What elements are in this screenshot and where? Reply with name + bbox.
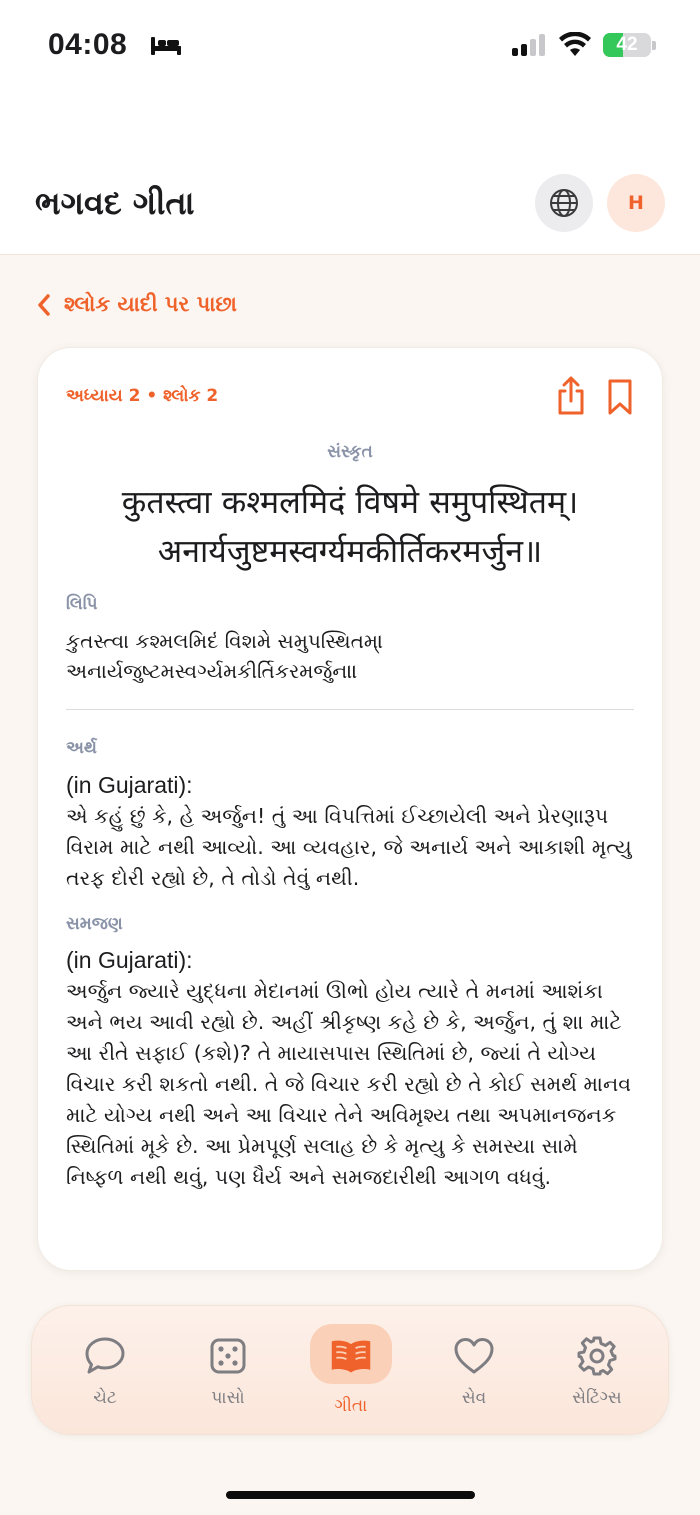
meaning-text bbox=[66, 770, 640, 894]
battery-percent: 42 bbox=[616, 34, 638, 55]
avatar[interactable]: H bbox=[607, 174, 665, 232]
sleep-bed-icon bbox=[150, 34, 182, 56]
understanding-body: અર્જુન જ્યારે યુદ્ધના મેદાનમાં ઊભો હોય ત્યારે તે મનમાં આશંકા અને ભય આવી રહ્યો છે. અહીં શ્રીકૃષ્ણ કહે છે કે, અર્જુન, તું શા માટે આ રીતે સફાઈ (કશે)? તે માયાસપાસ સ્થિતિમાં છે, જ્યાં તે યોગ્ય વિચાર કરી શકતો નથી. તે જે વિચાર કરી રહ્યો છે તે કોઈ સમર્થ માનવ માટે યોગ્ય નથી અને આ વિચાર તેને અવિમૃશ્ય તથા અપમાનજનક સ્થિતિમાં મૂકે છે. આ પ્રેમપૂર્ણ સલાહ છે કે મૃત્યુ કે સમસ્યા સામે નિષ્ફળ નથી થવું, પણ ધૈર્ય અને સમજદારીથી આગળ વધવું. bbox=[66, 979, 632, 1189]
back-to-verse-list-link[interactable] bbox=[36, 292, 237, 317]
gear-icon bbox=[576, 1335, 618, 1377]
language-button[interactable] bbox=[535, 174, 593, 232]
chevron-left-icon bbox=[36, 293, 52, 317]
book-icon bbox=[329, 1334, 373, 1378]
share-icon[interactable] bbox=[554, 376, 588, 416]
tab-label: પાસો bbox=[211, 1388, 245, 1408]
tab-label: સેવ bbox=[461, 1388, 487, 1408]
battery-icon bbox=[603, 33, 651, 57]
cellular-signal-icon bbox=[512, 34, 545, 56]
sanskrit-label: સંસ્કૃત bbox=[327, 442, 373, 462]
tab-dice[interactable] bbox=[173, 1306, 283, 1436]
tab-gita[interactable] bbox=[296, 1306, 406, 1436]
tab-label: સેટિંગ્સ bbox=[572, 1388, 622, 1408]
bottom-tab-bar bbox=[31, 1305, 669, 1435]
verse-card bbox=[37, 347, 663, 1271]
understanding-language-tag: (in Gujarati): bbox=[66, 947, 193, 973]
bookmark-icon[interactable] bbox=[606, 378, 634, 416]
understanding-text bbox=[66, 945, 640, 1193]
tab-label: ગીતા bbox=[334, 1396, 368, 1416]
dice-icon bbox=[208, 1336, 248, 1376]
transliteration-line: કુતસ્ત્વા કશ્મલમિદં વિશમે સમુપસ્થિતમ્। bbox=[66, 629, 384, 653]
status-bar bbox=[0, 0, 700, 96]
transliteration-label: લિપિ bbox=[66, 594, 98, 614]
meaning-label: અર્થ bbox=[66, 738, 97, 758]
chapter-verse-label: અધ્યાય 2 • શ્લોક 2 bbox=[66, 386, 219, 406]
transliteration-text bbox=[66, 626, 638, 686]
tab-label: ચેટ bbox=[93, 1388, 117, 1408]
tab-saved[interactable] bbox=[419, 1306, 529, 1436]
sanskrit-line: कुतस्त्वा कश्मलमिदं विषमे समुपस्थितम्। bbox=[121, 483, 579, 521]
status-time: 04:08 bbox=[48, 28, 128, 61]
chat-bubble-icon bbox=[83, 1334, 127, 1378]
transliteration-line: અનાર્યજુષ્ટમસ્વર્ગ્યમકીર્તિકરમર્જુન॥ bbox=[66, 659, 358, 683]
tab-settings[interactable] bbox=[542, 1306, 652, 1436]
wifi-icon bbox=[558, 32, 592, 58]
understanding-label: સમજણ bbox=[66, 914, 123, 934]
meaning-body: એ કહું છું કે, હે અર્જુન! તું આ વિપત્તિમાં ઈચ્છાયેલી અને પ્રેરણારૂપ વિરામ માટે નથી આવ્યો. આ વ્યવહાર, જે અનાર્ય અને આકાશી મૃત્યુ તરફ દોરી રહ્યો છે, તે તોડો તેવું નથી. bbox=[66, 804, 632, 890]
app-header bbox=[0, 96, 700, 255]
home-indicator[interactable] bbox=[226, 1491, 475, 1499]
back-link-label: શ્લોક યાદી પર પાછા bbox=[64, 292, 237, 316]
page-title: ભગવદ ગીતા bbox=[35, 184, 195, 222]
meaning-language-tag: (in Gujarati): bbox=[66, 772, 193, 798]
sanskrit-line: अनार्यजुष्टमस्वर्ग्यमकीर्तिकरमर्जुन॥ bbox=[157, 532, 543, 570]
heart-icon bbox=[453, 1336, 495, 1376]
sanskrit-verse bbox=[48, 478, 652, 576]
globe-icon bbox=[548, 187, 580, 219]
tab-chat[interactable] bbox=[50, 1306, 160, 1436]
divider bbox=[66, 709, 634, 710]
